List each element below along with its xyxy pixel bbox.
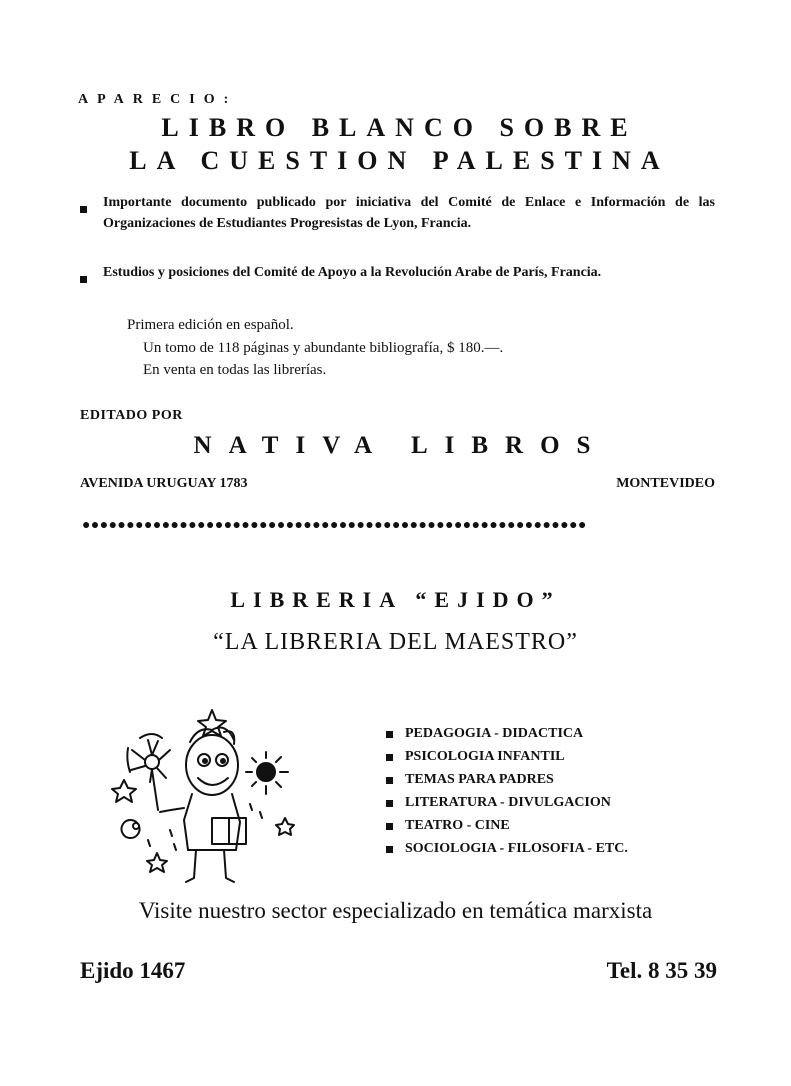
book-title-line-1: LIBRO BLANCO SOBRE [161,113,638,142]
store-tagline: “LA LIBRERIA DEL MAESTRO” [213,629,578,655]
list-item [386,814,628,837]
publisher-name: NATIVA LIBROS [193,432,608,459]
list-item [386,745,628,768]
subject-label: TEATRO - CINE [405,818,510,833]
visit-text: Visite nuestro sector especializado en temática marxista [138,898,653,923]
list-item [386,837,628,860]
bullet-text-1: Importante documento publicado por iniciativa del Comité de Enlace e Información de las Organizaciones de Estudiantes Progresistas de Lyon, Francia. [103,195,715,231]
store-phone: Tel. 8 35 39 [606,958,717,983]
bullet-square-icon [386,800,393,807]
dotted-separator: ●●●●●●●●●●●●●●●●●●●●●●●●●●●●●●●●●●●●●●●●●●●●●●●●●●●●●●●●● [82,518,587,533]
subject-label: TEMAS PARA PADRES [405,772,554,787]
store-name: LIBRERIA “EJIDO” [230,587,561,612]
edited-by-label: EDITADO POR [80,408,183,423]
bullet-square-icon [386,846,393,853]
list-item [386,768,628,791]
book-title-line-2: LA CUESTION PALESTINA [129,146,670,175]
bullet-square-icon [386,823,393,830]
volume-note: Un tomo de 118 páginas y abundante bibliografía, $ 180.—. [143,340,504,356]
bullet-text-2: Estudios y posiciones del Comité de Apoyo a la Revolución Arabe de París, Francia. [103,265,602,280]
bullet-square-icon [386,731,393,738]
list-item [386,722,628,745]
subject-label: PSICOLOGIA INFANTIL [405,749,565,764]
sale-note: En venta en todas las librerías. [143,362,327,378]
bullet-square-icon [80,206,87,213]
bullet-square-icon [386,777,393,784]
subject-label: SOCIOLOGIA - FILOSOFIA - ETC. [405,841,628,856]
publisher-address: AVENIDA URUGUAY 1783 [80,476,248,491]
bullet-square-icon [386,754,393,761]
child-with-flowers-and-stars-icon [100,700,300,890]
ad-kicker: APARECIO: [78,92,238,107]
publisher-city: MONTEVIDEO [616,476,715,491]
edition-note: Primera edición en español. [127,317,294,333]
store-address: Ejido 1467 [80,958,186,983]
subject-label: LITERATURA - DIVULGACION [405,795,611,810]
list-item [386,791,628,814]
bullet-square-icon [80,276,87,283]
subject-list [386,722,628,860]
subject-label: PEDAGOGIA - DIDACTICA [405,726,584,741]
